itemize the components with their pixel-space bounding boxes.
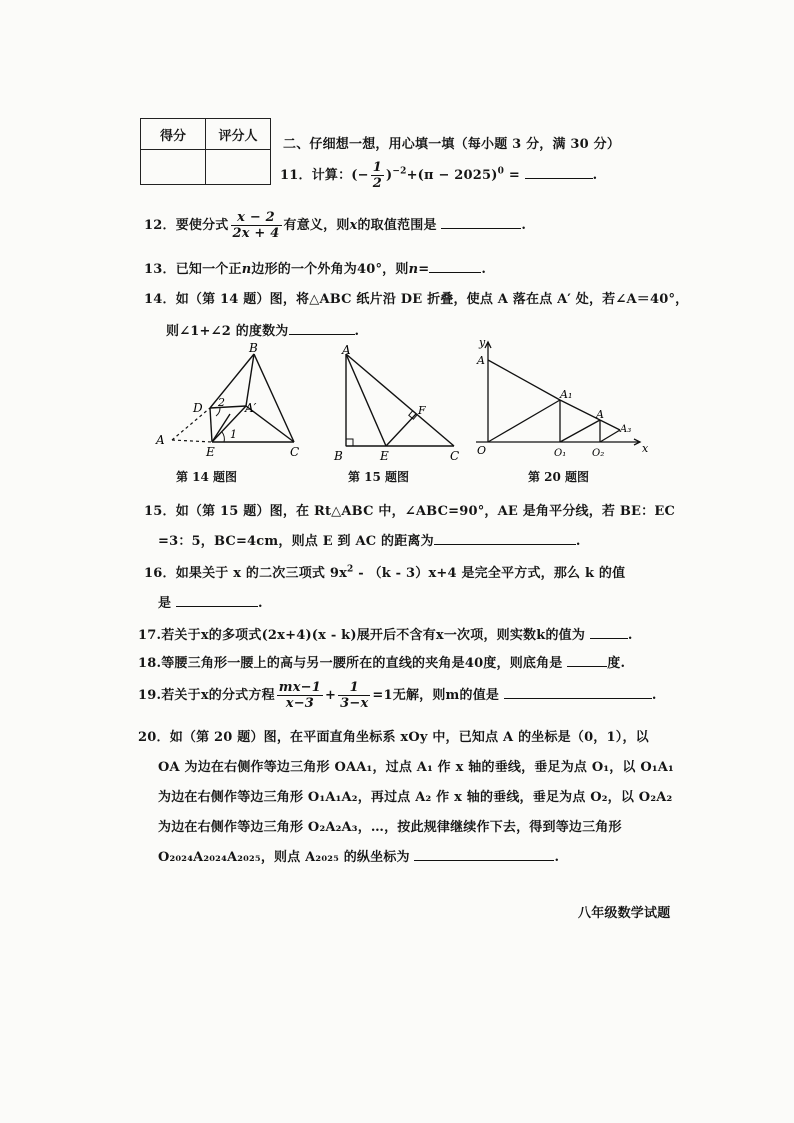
question-20-line1: 20．如（第 20 题）图，在平面直角坐标系 xOy 中，已知点 A 的坐标是（0，1），以 (138, 730, 649, 745)
fig14-label-Aprime: A′ (245, 401, 257, 415)
q19-fraction-2: $\frac{1}{3-x}$ (340, 680, 369, 711)
q17-answer-blank[interactable] (590, 626, 628, 639)
figure-20 (472, 334, 652, 462)
q19-answer-blank[interactable] (504, 686, 652, 699)
footer-label: 八年级数学试题 (578, 906, 671, 921)
q12-answer-blank[interactable] (441, 216, 521, 229)
fig14-caption: 第 14 题图 (176, 470, 238, 484)
q20-answer-blank[interactable] (414, 848, 554, 861)
question-15-line2: =3：5，BC=4cm，则点 E 到 AC 的距离为 . (158, 534, 581, 549)
figure-15 (330, 342, 465, 464)
fig20-label-O: O (477, 444, 487, 457)
section-title: 二、仔细想一想，用心填一填（每小题 3 分，满 30 分） (283, 137, 621, 152)
fig20-label-O2: O₂ (592, 448, 605, 459)
fig14-label-B: B (249, 342, 258, 355)
fig15-caption: 第 15 题图 (348, 470, 410, 484)
fig20-label-A2: A (596, 408, 604, 421)
figure-14 (150, 342, 310, 462)
question-20-line3: 为边在右侧作等边三角形 O₁A₁A₂，再过点 A₂ 作 x 轴的垂线，垂足为点 O₂，以 O₂A₂ (158, 790, 673, 805)
q19-fraction-1: $\frac{mx-1}{x-3}$ (278, 680, 322, 711)
question-18: 18.等腰三角形一腰上的高与另一腰所在的直线的夹角是40度，则底角是 度. (138, 656, 626, 671)
fig14-label-D: D (193, 401, 203, 415)
fig15-label-E: E (380, 449, 389, 463)
fig20-caption: 第 20 题图 (528, 470, 590, 484)
question-14-line1: 14．如（第 14 题）图，将△ABC 纸片沿 DE 折叠，使点 A 落在点 A′ 处，若∠A＝40°， (144, 292, 689, 307)
grader-header: 评分人 (206, 119, 271, 150)
question-12: 12．要使分式 $\frac{x - 2}{2x + 4}$ 有意义，则x的取值范围是 . (144, 210, 527, 241)
q16-answer-blank[interactable] (176, 594, 258, 607)
q11-answer-blank[interactable] (525, 166, 593, 179)
fig20-label-O1: O₁ (554, 448, 567, 459)
question-14-line2: 则∠1+∠2 的度数为 . (166, 324, 360, 339)
q15-answer-blank[interactable] (434, 532, 576, 545)
fig14-label-E: E (206, 445, 215, 459)
question-17: 17.若关于x的多项式(2x+4)(x - k)展开后不含有x一次项，则实数k的值为 . (138, 628, 633, 643)
score-cell[interactable] (141, 150, 206, 185)
fig14-label-A: A (156, 433, 165, 447)
question-16-line1: 16．如果关于 x 的二次三项式 $9x^2 - (k - 3)x+4$ 是完全平方式，那么 k 的值 (144, 564, 626, 581)
q11-fraction: $\frac{1}{2}$ (372, 160, 382, 191)
fig14-label-1: 1 (230, 428, 237, 441)
question-11: 11．计算：(− $\frac{1}{2}$ )$^{-2}+(\pi - 2025)^0$ = . (280, 160, 598, 191)
q11-number: 11． (280, 168, 312, 183)
fig15-label-B: B (334, 449, 343, 463)
question-20-line4: 为边在右侧作等边三角形 O₂A₂A₃，…，按此规律继续作下去，得到等边三角形 (158, 820, 622, 835)
fig15-label-A: A (342, 343, 351, 357)
fig14-label-C: C (290, 445, 300, 459)
question-20-line2: OA 为边在右侧作等边三角形 OAA₁，过点 A₁ 作 x 轴的垂线，垂足为点 O₁，以 O₁A₁ (158, 760, 674, 775)
fig15-label-C: C (450, 449, 460, 463)
question-20-line5: O₂₀₂₄A₂₀₂₄A₂₀₂₅，则点 A₂₀₂₅ 的纵坐标为 . (158, 850, 560, 865)
question-16-line2: 是 . (158, 596, 263, 611)
fig20-label-A3: A₃ (620, 424, 632, 435)
q13-answer-blank[interactable] (429, 260, 481, 273)
q12-fraction: $\frac{x - 2}{2x + 4}$ (232, 210, 280, 241)
q14-answer-blank[interactable] (289, 322, 355, 335)
fig15-label-F: F (418, 404, 426, 417)
score-header: 得分 (141, 119, 206, 150)
fig14-label-2: 2 (218, 396, 225, 409)
question-15-line1: 15．如（第 15 题）图，在 Rt△ABC 中，∠ABC=90°，AE 是角平分线，若 BE：EC (144, 504, 676, 519)
question-13: 13．已知一个正n边形的一个外角为40°，则n= . (144, 262, 487, 277)
fig20-label-A: A (477, 354, 485, 367)
q18-answer-blank[interactable] (567, 654, 607, 667)
fig20-label-y: y (479, 336, 486, 349)
score-table (140, 118, 271, 185)
question-19: 19.若关于x的分式方程 $\frac{mx-1}{x-3}$ + $\frac{1}{3-x}$ =1无解，则m的值是 . (138, 680, 657, 711)
fig20-label-x: x (642, 442, 649, 455)
grader-cell[interactable] (206, 150, 271, 185)
fig20-label-A1: A₁ (560, 388, 573, 401)
